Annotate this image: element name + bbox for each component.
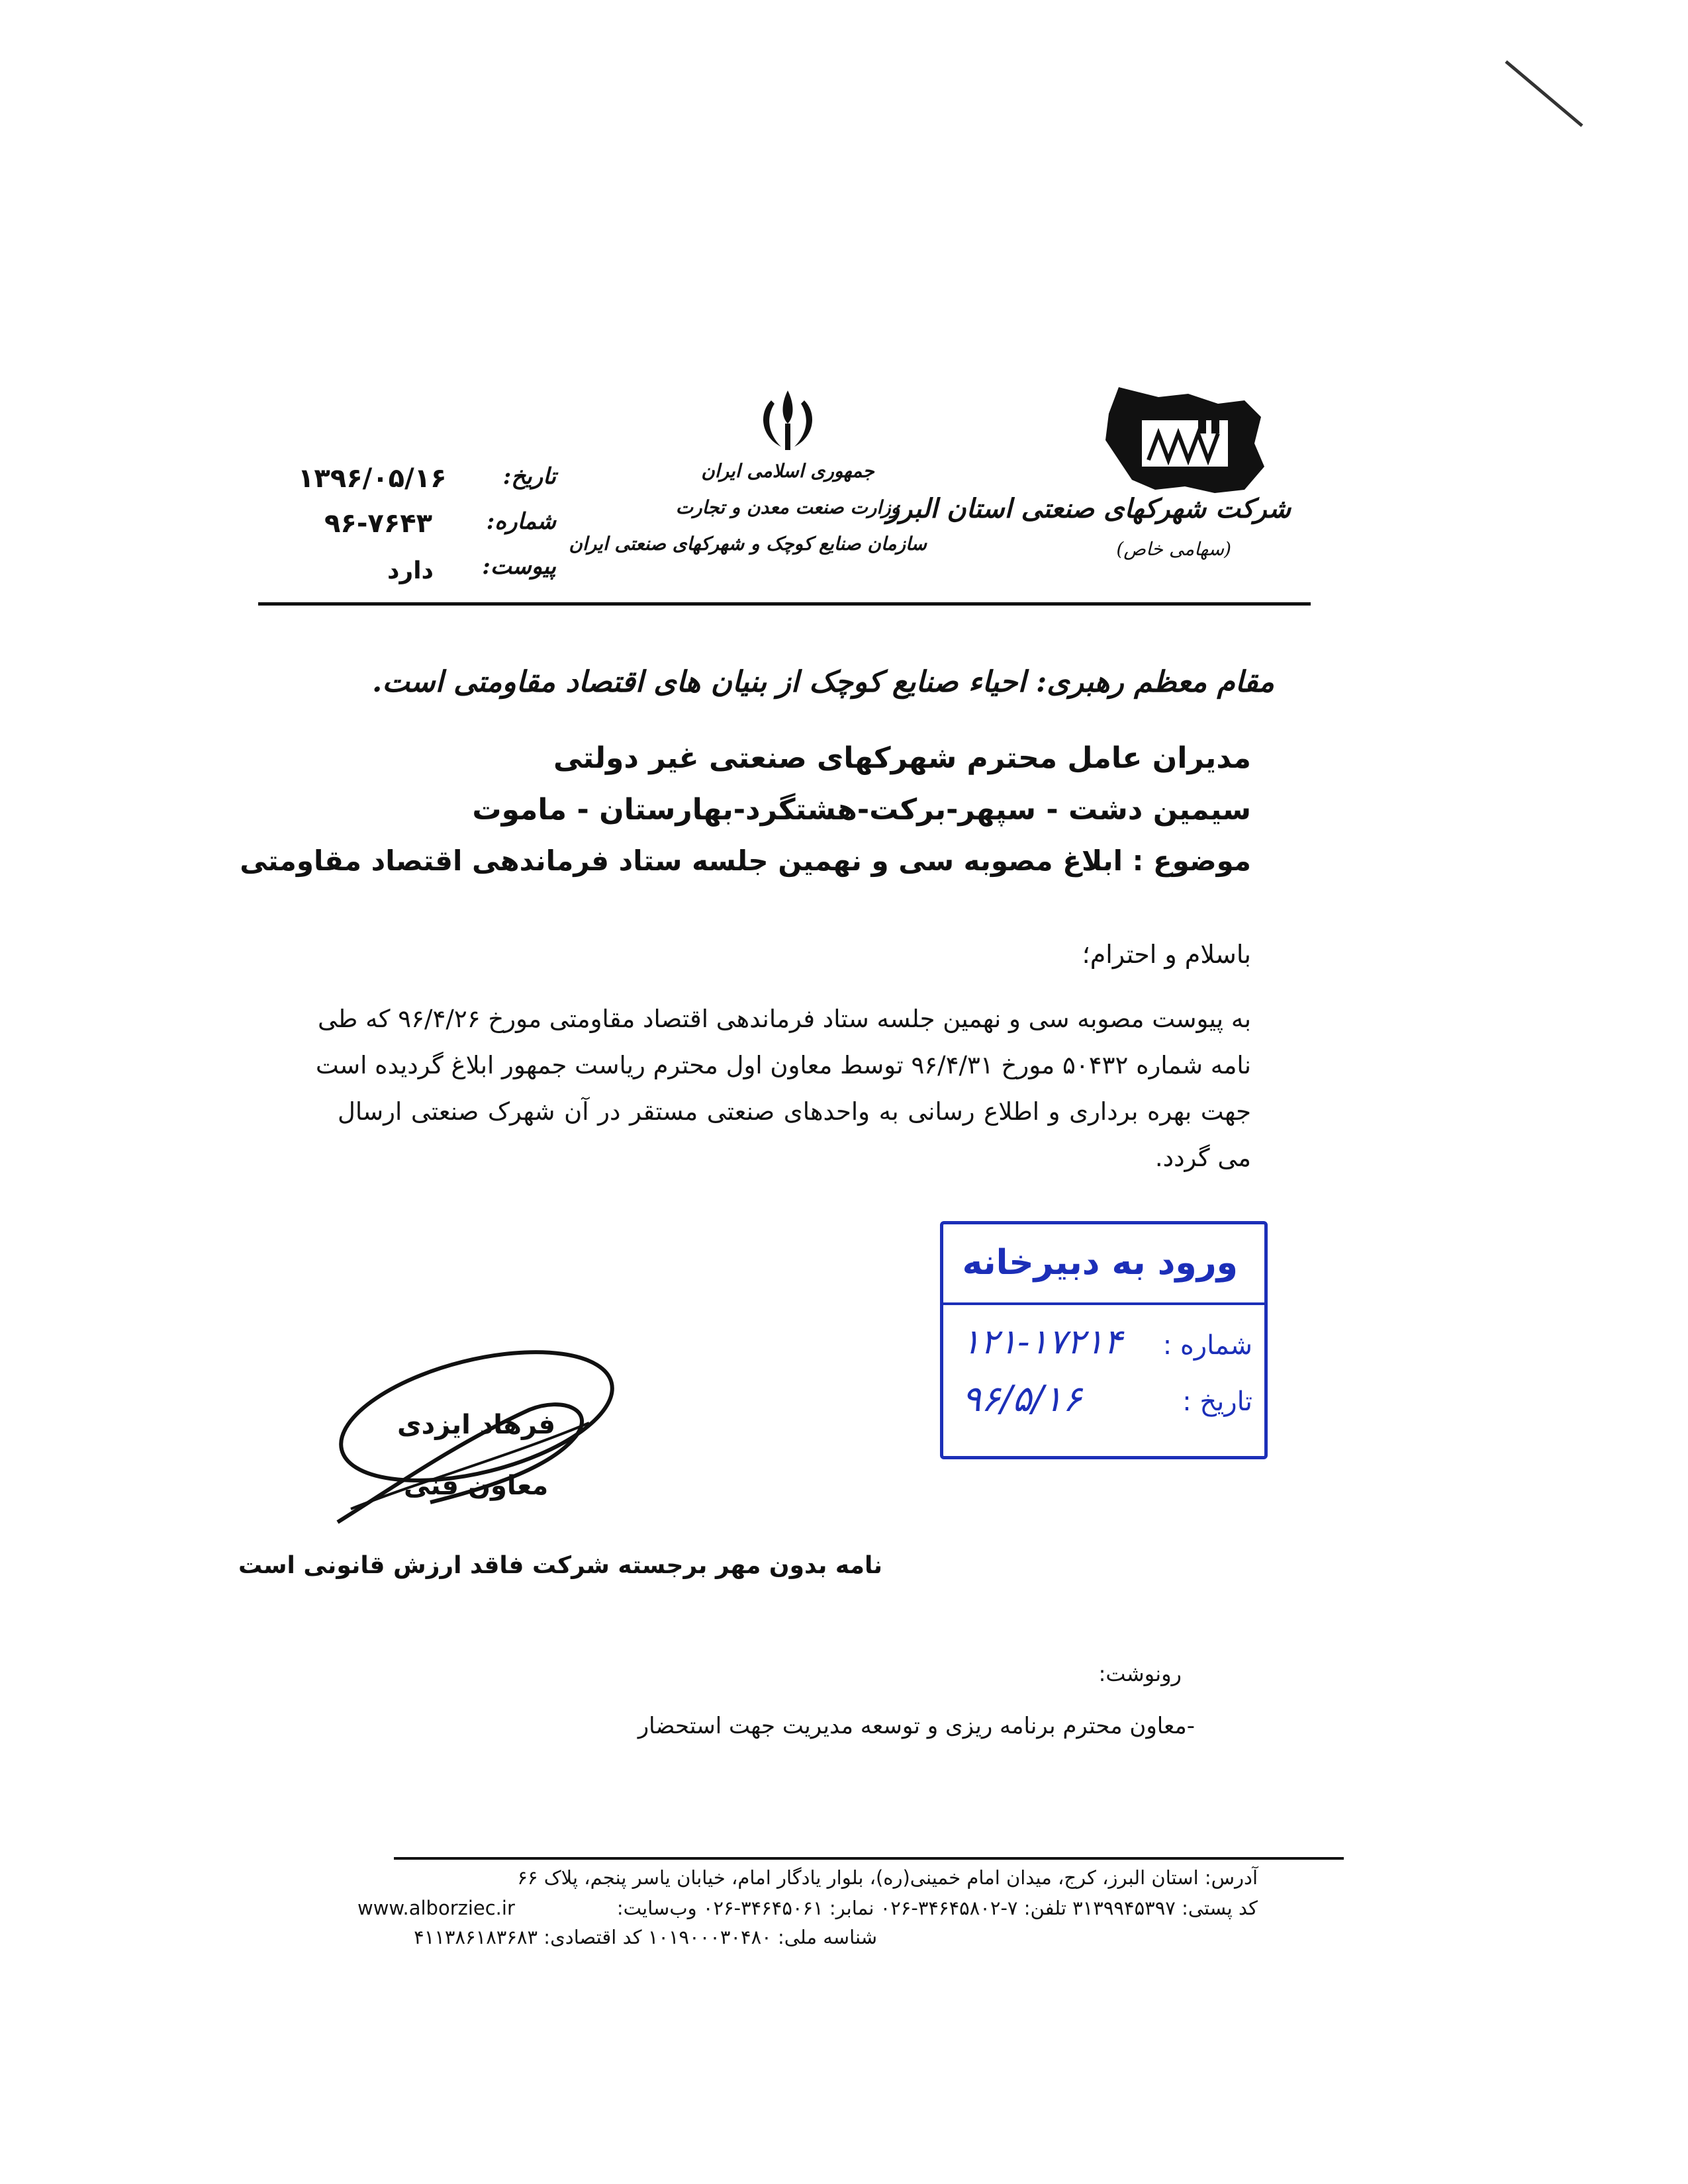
stamp-number-value: ۱۲۱-۱۷۲۱۴ [962,1322,1123,1362]
stamp-number-label: شماره : [1162,1330,1252,1361]
letter-meta [285,463,556,598]
footer-website: www.alborziec.ir [357,1897,515,1919]
emblem-line-1: جمهوری اسلامی ایران [701,460,874,482]
meta-attachment-value: دارد [387,557,434,584]
body-line-1: به پیوست مصوبه سی و نهمین جلسه ستاد فرماندهی اقتصاد مقاومتی مورخ ۹۶/۴/۲۶ که طی [318,1005,1251,1033]
meta-attachment-row [285,553,556,598]
subject: موضوع : ابلاغ مصوبه سی و نهمین جلسه ستاد فرماندهی اقتصاد مقاومتی [240,844,1251,877]
cc-line: -معاون محترم برنامه ریزی و توسعه مدیریت جهت استحضار [637,1713,1195,1739]
recipient-line-1: مدیران عامل محترم شهرکهای صنعتی غیر دولتی [553,741,1251,775]
meta-number-label: شماره: [486,508,556,535]
meta-date-row [285,463,556,508]
recipient-line-2: سیمین دشت - سپهر-برکت-هشتگرد-بهارستان - ماموت [472,793,1251,827]
body-paragraph [315,996,1251,1181]
pen-mark [1503,56,1589,132]
greeting: باسلام و احترام؛ [1082,940,1251,969]
stamp-date-label: تاریخ : [1182,1387,1252,1417]
meta-number-value: ۹۶-۷۶۴۳ [324,508,433,539]
cc-label: رونوشت: [1098,1661,1182,1686]
body-line-3: جهت بهره برداری و اطلاع رسانی به واحدهای صنعتی مستقر در آن شهرک صنعتی ارسال [338,1097,1251,1126]
emblem-line-3: سازمان صنایع کوچک و شهرکهای صنعتی ایران [569,533,927,555]
meta-date-label: تاریخ: [502,463,556,490]
footer-address: آدرس: استان البرز، کرج، میدان امام خمینی(ره)، بلوار یادگار امام، خیابان یاسر پنجم، پلاک ۶۶ [517,1866,1258,1889]
company-name: شرکت شهرکهای صنعتی استان البرز [886,493,1291,524]
meta-attachment-label: پیوست: [482,553,556,580]
company-logo [886,381,1291,579]
meta-date-value: ۱۳۹۶/۰۵/۱۶ [298,463,447,494]
stamp-date-value: ۹۶/۵/۱۶ [962,1378,1082,1420]
signatory-title: معاون فنی [404,1471,549,1501]
company-type: (سهامی خاص) [1116,538,1231,560]
emblem-line-2: وزارت صنعت معدن و تجارت [675,496,900,518]
legal-notice: نامه بدون مهر برجسته شرکت فاقد ارزش قانونی است [238,1552,883,1579]
iran-emblem-icon [751,387,824,453]
meta-number-row [285,508,556,553]
body-line-4: می گردد. [1154,1144,1251,1172]
iran-map-logo-icon [1079,381,1291,500]
secretariat-stamp [940,1221,1268,1459]
slogan: مقام معظم رهبری: احیاء صنایع کوچک از بنیان های اقتصاد مقاومتی است. [372,665,1274,699]
stamp-title: ورود به دبیرخانه [962,1243,1238,1283]
body-line-2: نامه شماره ۵۰۴۳۲ مورخ ۹۶/۴/۳۱ توسط معاون اول محترم ریاست جمهور ابلاغ گردیده است [315,1051,1251,1079]
emblem-block [569,387,927,599]
footer-ids: شناسه ملی: ۱۰۱۹۰۰۰۳۰۴۸۰ کد اقتصادی: ۴۱۱۳۸۶۱۸۳۶۸۳ [414,1926,877,1948]
footer-divider [394,1857,1344,1860]
header-divider [258,602,1311,606]
footer-contact: کد پستی: ۳۱۳۹۹۴۵۳۹۷ تلفن: ۷-۳۴۶۴۵۸۰۲-۰۲۶ نمابر: ۳۴۶۴۵۰۶۱-۰۲۶ وب‌سایت: [616,1897,1258,1919]
signatory-name: فرهاد ایزدی [397,1410,556,1440]
